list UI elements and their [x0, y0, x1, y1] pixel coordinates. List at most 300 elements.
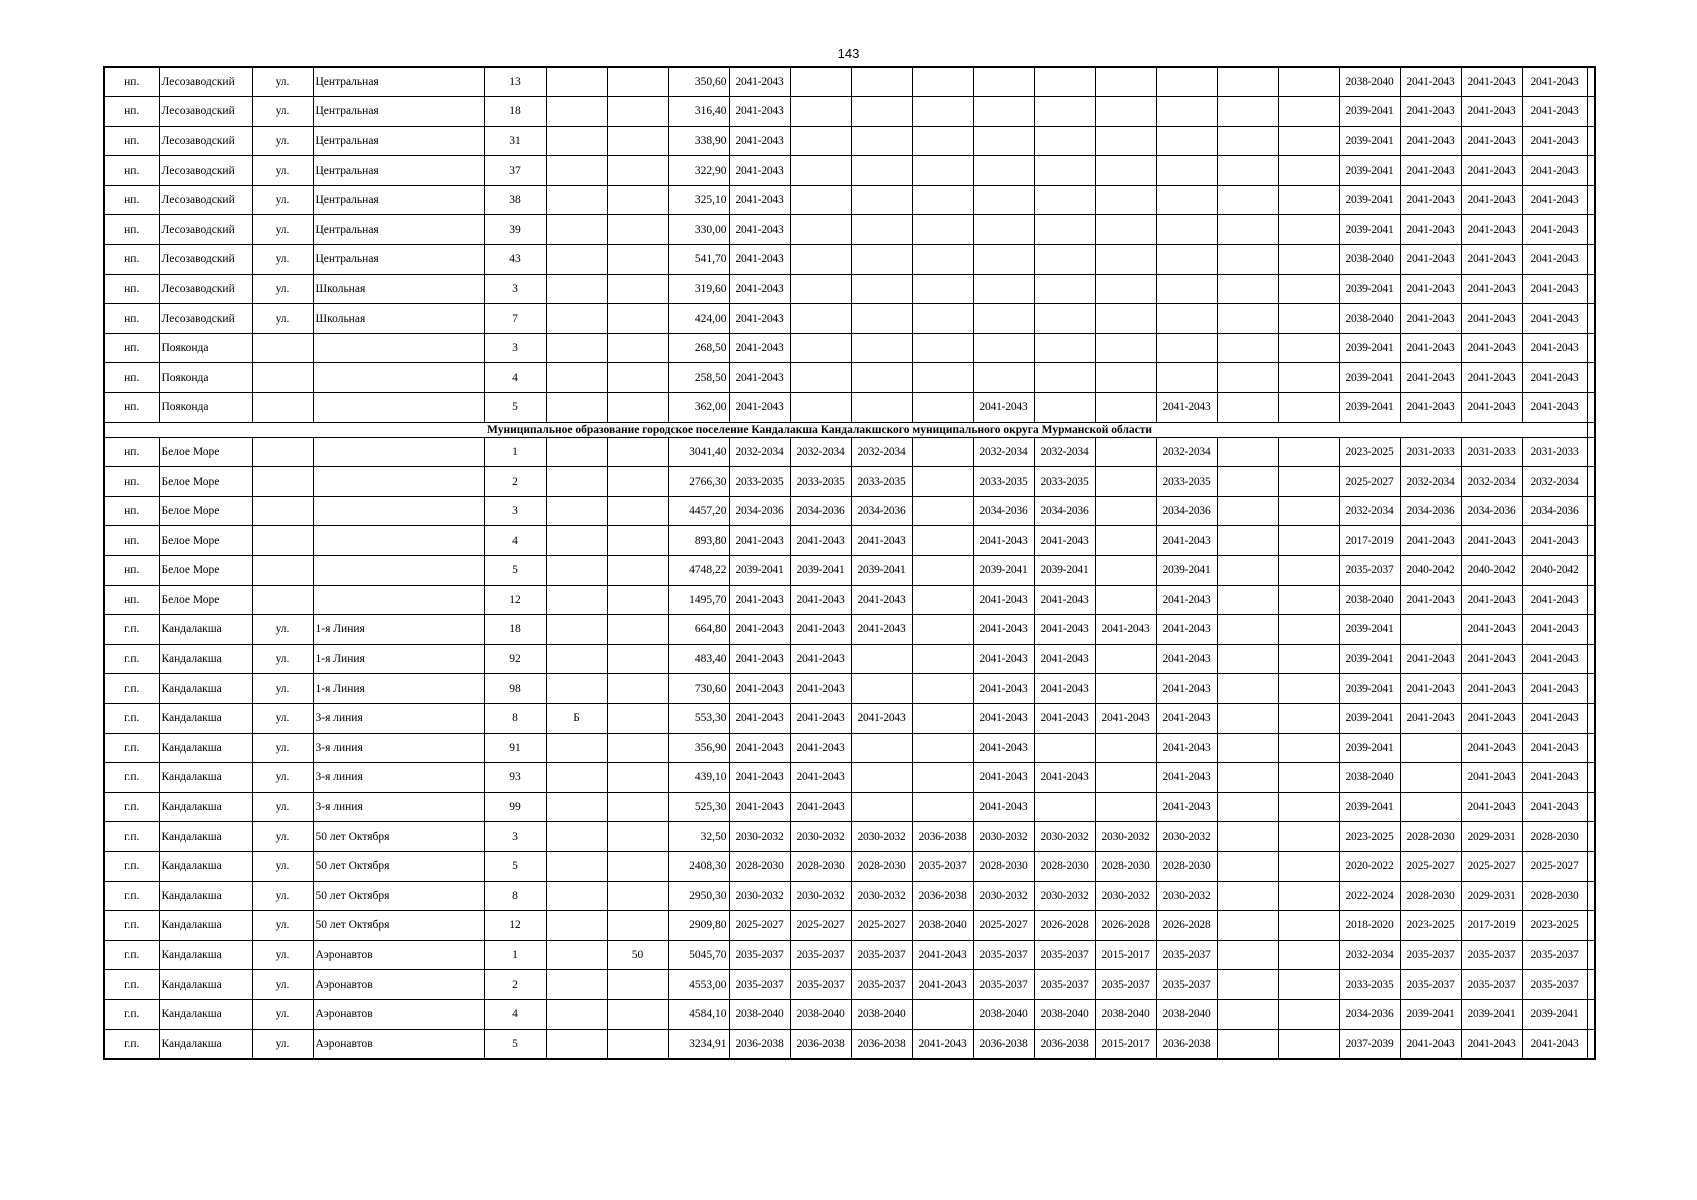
settlement-type-cell: г.п.: [104, 703, 159, 733]
period-cell: [912, 674, 973, 704]
area-cell: 316,40: [668, 97, 729, 127]
period-cell: [1278, 274, 1339, 304]
period-cell: 2035-2037: [729, 940, 790, 970]
period-cell: [1278, 644, 1339, 674]
period-cell: [1217, 792, 1278, 822]
settlement-type-cell: г.п.: [104, 822, 159, 852]
period-cell: [1095, 126, 1156, 156]
table-row: [104, 156, 1595, 186]
period-cell: 2035-2037: [790, 940, 851, 970]
house-number-cell: 4: [484, 999, 546, 1029]
table-row: [104, 97, 1595, 127]
period-cell: [1278, 304, 1339, 334]
period-cell: 2034-2036: [729, 496, 790, 526]
period-cell: 2041-2043: [729, 304, 790, 334]
settlement-cell: Кандалакша: [159, 792, 252, 822]
period-cell: [1217, 274, 1278, 304]
area-cell: 325,10: [668, 185, 729, 215]
period-cell: 2041-2043: [729, 644, 790, 674]
letter-cell: [607, 792, 668, 822]
period-cell: [1034, 333, 1095, 363]
period-cell: 2033-2035: [790, 467, 851, 497]
period-cell: 2025-2027: [851, 911, 912, 941]
period-cell: 2034-2036: [851, 496, 912, 526]
letter-cell: [607, 763, 668, 793]
period-cell: 2041-2043: [973, 644, 1034, 674]
street-type-cell: ул.: [252, 67, 313, 97]
area-cell: 2408,30: [668, 851, 729, 881]
area-cell: 3041,40: [668, 437, 729, 467]
street-type-cell: ул.: [252, 615, 313, 645]
street-type-cell: ул.: [252, 911, 313, 941]
street-type-cell: ул.: [252, 940, 313, 970]
letter-cell: [607, 97, 668, 127]
period-cell: 2041-2043: [912, 970, 973, 1000]
period-cell: [1095, 185, 1156, 215]
period-cell: [912, 496, 973, 526]
table-row: [104, 556, 1595, 586]
period-cell: [973, 304, 1034, 334]
period-cell: 2041-2043: [1095, 703, 1156, 733]
area-cell: 2950,30: [668, 881, 729, 911]
period-cell: [1156, 215, 1217, 245]
letter-cell: [607, 644, 668, 674]
period-cell: [1217, 393, 1278, 423]
period-cell: [912, 215, 973, 245]
letter-cell: [607, 851, 668, 881]
letter-cell: [607, 822, 668, 852]
period-cell: [1156, 333, 1217, 363]
period-cell: [1587, 851, 1595, 881]
street-type-cell: ул.: [252, 304, 313, 334]
period-cell: 2041-2043: [729, 156, 790, 186]
period-cell: [1587, 496, 1595, 526]
period-cell: 2041-2043: [973, 733, 1034, 763]
settlement-type-cell: нп.: [104, 333, 159, 363]
period-cell: 2038-2040: [1339, 67, 1400, 97]
building-cell: [546, 999, 607, 1029]
period-cell: 2036-2038: [1156, 1029, 1217, 1059]
period-cell: 2039-2041: [1339, 97, 1400, 127]
period-cell: [1034, 156, 1095, 186]
period-cell: [1587, 674, 1595, 704]
settlement-type-cell: г.п.: [104, 881, 159, 911]
house-number-cell: 12: [484, 585, 546, 615]
street-cell: Аэронавтов: [313, 970, 484, 1000]
street-cell: Центральная: [313, 97, 484, 127]
period-cell: 2039-2041: [1339, 274, 1400, 304]
period-cell: 2041-2043: [1400, 156, 1461, 186]
period-cell: [1278, 999, 1339, 1029]
table-row: [104, 644, 1595, 674]
period-cell: [1217, 215, 1278, 245]
building-cell: [546, 67, 607, 97]
period-cell: 2036-2038: [851, 1029, 912, 1059]
period-cell: 2030-2032: [1034, 881, 1095, 911]
period-cell: 2036-2038: [1034, 1029, 1095, 1059]
period-cell: [790, 274, 851, 304]
period-cell: [1587, 1029, 1595, 1059]
settlement-cell: Белое Море: [159, 556, 252, 586]
settlement-type-cell: г.п.: [104, 792, 159, 822]
period-cell: [1587, 970, 1595, 1000]
table-row: [104, 467, 1595, 497]
house-number-cell: 3: [484, 333, 546, 363]
street-cell: Центральная: [313, 215, 484, 245]
period-cell: [1278, 126, 1339, 156]
settlement-type-cell: нп.: [104, 245, 159, 275]
period-cell: 2039-2041: [1339, 363, 1400, 393]
period-cell: [1278, 526, 1339, 556]
period-cell: 2041-2043: [1034, 585, 1095, 615]
period-cell: [973, 185, 1034, 215]
section-header-row: [104, 422, 1595, 437]
area-cell: 338,90: [668, 126, 729, 156]
period-cell: [1587, 556, 1595, 586]
street-type-cell: ул.: [252, 733, 313, 763]
period-cell: [1095, 733, 1156, 763]
settlement-type-cell: нп.: [104, 304, 159, 334]
period-cell: 2032-2034: [1339, 940, 1400, 970]
house-number-cell: 3: [484, 822, 546, 852]
period-cell: 2038-2040: [1339, 245, 1400, 275]
street-cell: [313, 333, 484, 363]
house-number-cell: 18: [484, 615, 546, 645]
house-number-cell: 3: [484, 274, 546, 304]
period-cell: [851, 304, 912, 334]
period-cell: 2035-2037: [1034, 940, 1095, 970]
period-cell: [1278, 911, 1339, 941]
table-row: [104, 970, 1595, 1000]
building-cell: [546, 304, 607, 334]
period-cell: 2035-2037: [1522, 970, 1587, 1000]
period-cell: 2034-2036: [973, 496, 1034, 526]
period-cell: 2025-2027: [1339, 467, 1400, 497]
period-cell: 2035-2037: [973, 970, 1034, 1000]
settlement-type-cell: нп.: [104, 393, 159, 423]
period-cell: 2035-2037: [1034, 970, 1095, 1000]
period-cell: [1095, 393, 1156, 423]
period-cell: [851, 393, 912, 423]
period-cell: [1217, 851, 1278, 881]
building-cell: [546, 333, 607, 363]
period-cell: 2041-2043: [790, 526, 851, 556]
settlement-type-cell: г.п.: [104, 733, 159, 763]
period-cell: [912, 644, 973, 674]
street-type-cell: [252, 437, 313, 467]
area-cell: 4584,10: [668, 999, 729, 1029]
period-cell: [1217, 644, 1278, 674]
period-cell: [1587, 437, 1595, 467]
period-cell: 2041-2043: [1461, 67, 1522, 97]
period-cell: 2026-2028: [1156, 911, 1217, 941]
period-cell: 2041-2043: [1400, 245, 1461, 275]
period-cell: [1217, 126, 1278, 156]
period-cell: 2029-2031: [1461, 822, 1522, 852]
period-cell: 2036-2038: [912, 822, 973, 852]
period-cell: 2041-2043: [790, 615, 851, 645]
period-cell: [790, 97, 851, 127]
table-row: [104, 185, 1595, 215]
period-cell: 2041-2043: [790, 703, 851, 733]
period-cell: [1217, 703, 1278, 733]
period-cell: 2039-2041: [790, 556, 851, 586]
building-cell: [546, 674, 607, 704]
house-number-cell: 5: [484, 1029, 546, 1059]
period-cell: 2041-2043: [1522, 215, 1587, 245]
settlement-cell: Кандалакша: [159, 851, 252, 881]
period-cell: [1156, 97, 1217, 127]
letter-cell: [607, 674, 668, 704]
period-cell: 2030-2032: [973, 822, 1034, 852]
house-number-cell: 31: [484, 126, 546, 156]
period-cell: 2041-2043: [1461, 763, 1522, 793]
settlement-type-cell: нп.: [104, 363, 159, 393]
period-cell: 2023-2025: [1522, 911, 1587, 941]
settlement-type-cell: нп.: [104, 585, 159, 615]
area-cell: 258,50: [668, 363, 729, 393]
street-cell: [313, 363, 484, 393]
period-cell: 2041-2043: [729, 126, 790, 156]
period-cell: 2041-2043: [790, 674, 851, 704]
street-cell: [313, 556, 484, 586]
period-cell: [1278, 585, 1339, 615]
house-number-cell: 37: [484, 156, 546, 186]
settlement-type-cell: г.п.: [104, 999, 159, 1029]
period-cell: 2030-2032: [1095, 881, 1156, 911]
period-cell: 2041-2043: [1461, 363, 1522, 393]
building-cell: [546, 97, 607, 127]
period-cell: 2041-2043: [729, 792, 790, 822]
period-cell: [1278, 156, 1339, 186]
street-type-cell: ул.: [252, 881, 313, 911]
period-cell: 2039-2041: [1339, 126, 1400, 156]
period-cell: 2041-2043: [1400, 363, 1461, 393]
house-number-cell: 5: [484, 393, 546, 423]
street-cell: [313, 585, 484, 615]
street-cell: [313, 393, 484, 423]
period-cell: [1217, 304, 1278, 334]
period-cell: [1156, 245, 1217, 275]
period-cell: 2028-2030: [1095, 851, 1156, 881]
table-row: [104, 822, 1595, 852]
period-cell: 2015-2017: [1095, 940, 1156, 970]
period-cell: 2040-2042: [1400, 556, 1461, 586]
area-cell: 2909,80: [668, 911, 729, 941]
period-cell: 2033-2035: [851, 467, 912, 497]
period-cell: 2041-2043: [1461, 333, 1522, 363]
period-cell: [1587, 215, 1595, 245]
period-cell: 2041-2043: [1522, 703, 1587, 733]
period-cell: [1034, 363, 1095, 393]
period-cell: 2041-2043: [1522, 274, 1587, 304]
street-type-cell: ул.: [252, 970, 313, 1000]
period-cell: 2041-2043: [1400, 585, 1461, 615]
period-cell: 2023-2025: [1400, 911, 1461, 941]
period-cell: [1278, 67, 1339, 97]
period-cell: 2028-2030: [1522, 822, 1587, 852]
period-cell: [1034, 67, 1095, 97]
period-cell: [1587, 615, 1595, 645]
period-cell: 2034-2036: [1400, 496, 1461, 526]
period-cell: 2041-2043: [729, 585, 790, 615]
period-cell: [1217, 970, 1278, 1000]
area-cell: 362,00: [668, 393, 729, 423]
settlement-cell: Кандалакша: [159, 615, 252, 645]
period-cell: [1217, 467, 1278, 497]
street-cell: [313, 496, 484, 526]
period-cell: [1217, 185, 1278, 215]
settlement-cell: Кандалакша: [159, 674, 252, 704]
period-cell: [1278, 245, 1339, 275]
table-row: [104, 733, 1595, 763]
period-cell: [1095, 274, 1156, 304]
period-cell: [851, 126, 912, 156]
period-cell: [1095, 556, 1156, 586]
period-cell: [1587, 67, 1595, 97]
house-number-cell: 4: [484, 363, 546, 393]
period-cell: [1156, 363, 1217, 393]
period-cell: [1034, 97, 1095, 127]
period-cell: [1587, 185, 1595, 215]
settlement-type-cell: нп.: [104, 97, 159, 127]
period-cell: [1217, 245, 1278, 275]
period-cell: [851, 185, 912, 215]
building-cell: [546, 822, 607, 852]
settlement-type-cell: г.п.: [104, 615, 159, 645]
period-cell: [912, 526, 973, 556]
letter-cell: [607, 1029, 668, 1059]
period-cell: [1095, 67, 1156, 97]
period-cell: 2041-2043: [1034, 703, 1095, 733]
settlement-cell: Белое Море: [159, 437, 252, 467]
table-row: [104, 215, 1595, 245]
period-cell: 2041-2043: [790, 763, 851, 793]
street-cell: Центральная: [313, 185, 484, 215]
house-number-cell: 8: [484, 703, 546, 733]
period-cell: [1095, 644, 1156, 674]
period-cell: [1217, 526, 1278, 556]
period-cell: [973, 67, 1034, 97]
building-cell: [546, 1029, 607, 1059]
period-cell: 2028-2030: [1156, 851, 1217, 881]
period-cell: 2041-2043: [1400, 703, 1461, 733]
period-cell: [1278, 703, 1339, 733]
period-cell: [1217, 733, 1278, 763]
house-number-cell: 18: [484, 97, 546, 127]
settlement-type-cell: нп.: [104, 156, 159, 186]
period-cell: 2039-2041: [729, 556, 790, 586]
house-number-cell: 39: [484, 215, 546, 245]
street-type-cell: [252, 585, 313, 615]
street-type-cell: ул.: [252, 97, 313, 127]
period-cell: [912, 156, 973, 186]
period-cell: 2038-2040: [790, 999, 851, 1029]
period-cell: 2041-2043: [1522, 674, 1587, 704]
period-cell: 2035-2037: [1339, 556, 1400, 586]
building-cell: [546, 792, 607, 822]
building-cell: [546, 526, 607, 556]
period-cell: [1095, 496, 1156, 526]
building-cell: [546, 215, 607, 245]
period-cell: [1217, 615, 1278, 645]
period-cell: [1587, 733, 1595, 763]
period-cell: [912, 126, 973, 156]
period-cell: 2041-2043: [729, 185, 790, 215]
street-type-cell: ул.: [252, 1029, 313, 1059]
period-cell: [973, 333, 1034, 363]
period-cell: 2041-2043: [1461, 674, 1522, 704]
period-cell: 2041-2043: [1461, 126, 1522, 156]
period-cell: [1278, 333, 1339, 363]
period-cell: [1587, 393, 1595, 423]
period-cell: [912, 556, 973, 586]
settlement-cell: Пояконда: [159, 363, 252, 393]
period-cell: [790, 126, 851, 156]
period-cell: [912, 733, 973, 763]
period-cell: 2041-2043: [1461, 526, 1522, 556]
period-cell: 2040-2042: [1522, 556, 1587, 586]
street-cell: Аэронавтов: [313, 999, 484, 1029]
period-cell: 2032-2034: [1522, 467, 1587, 497]
period-cell: 2041-2043: [912, 1029, 973, 1059]
settlement-cell: Лесозаводский: [159, 97, 252, 127]
period-cell: 2034-2036: [1034, 496, 1095, 526]
period-cell: [1278, 496, 1339, 526]
period-cell: 2028-2030: [790, 851, 851, 881]
area-cell: 4553,00: [668, 970, 729, 1000]
table-row: [104, 792, 1595, 822]
period-cell: 2041-2043: [729, 97, 790, 127]
letter-cell: [607, 526, 668, 556]
street-cell: 3-я линия: [313, 733, 484, 763]
period-cell: 2035-2037: [1461, 940, 1522, 970]
period-cell: [1217, 156, 1278, 186]
period-cell: 2039-2041: [851, 556, 912, 586]
period-cell: 2041-2043: [1522, 585, 1587, 615]
period-cell: [1034, 215, 1095, 245]
period-cell: 2029-2031: [1461, 881, 1522, 911]
period-cell: 2034-2036: [1339, 999, 1400, 1029]
period-cell: 2034-2036: [790, 496, 851, 526]
period-cell: 2041-2043: [1522, 763, 1587, 793]
house-number-cell: 92: [484, 644, 546, 674]
period-cell: 2041-2043: [1400, 333, 1461, 363]
period-cell: [1034, 185, 1095, 215]
street-type-cell: ул.: [252, 156, 313, 186]
settlement-cell: Кандалакша: [159, 763, 252, 793]
period-cell: 2030-2032: [1156, 822, 1217, 852]
period-cell: [1400, 615, 1461, 645]
period-cell: [1587, 940, 1595, 970]
period-cell: [790, 156, 851, 186]
period-cell: 2041-2043: [1461, 185, 1522, 215]
settlement-cell: Лесозаводский: [159, 215, 252, 245]
period-cell: 2041-2043: [729, 393, 790, 423]
section-header-body: [104, 422, 1595, 437]
period-cell: 2033-2035: [1339, 970, 1400, 1000]
building-cell: [546, 911, 607, 941]
period-cell: 2041-2043: [1156, 393, 1217, 423]
period-cell: 2041-2043: [973, 526, 1034, 556]
period-cell: 2041-2043: [1522, 333, 1587, 363]
period-cell: [1217, 585, 1278, 615]
building-cell: [546, 496, 607, 526]
period-cell: 2041-2043: [1522, 526, 1587, 556]
period-cell: [790, 304, 851, 334]
period-cell: 2035-2037: [912, 851, 973, 881]
area-cell: 424,00: [668, 304, 729, 334]
